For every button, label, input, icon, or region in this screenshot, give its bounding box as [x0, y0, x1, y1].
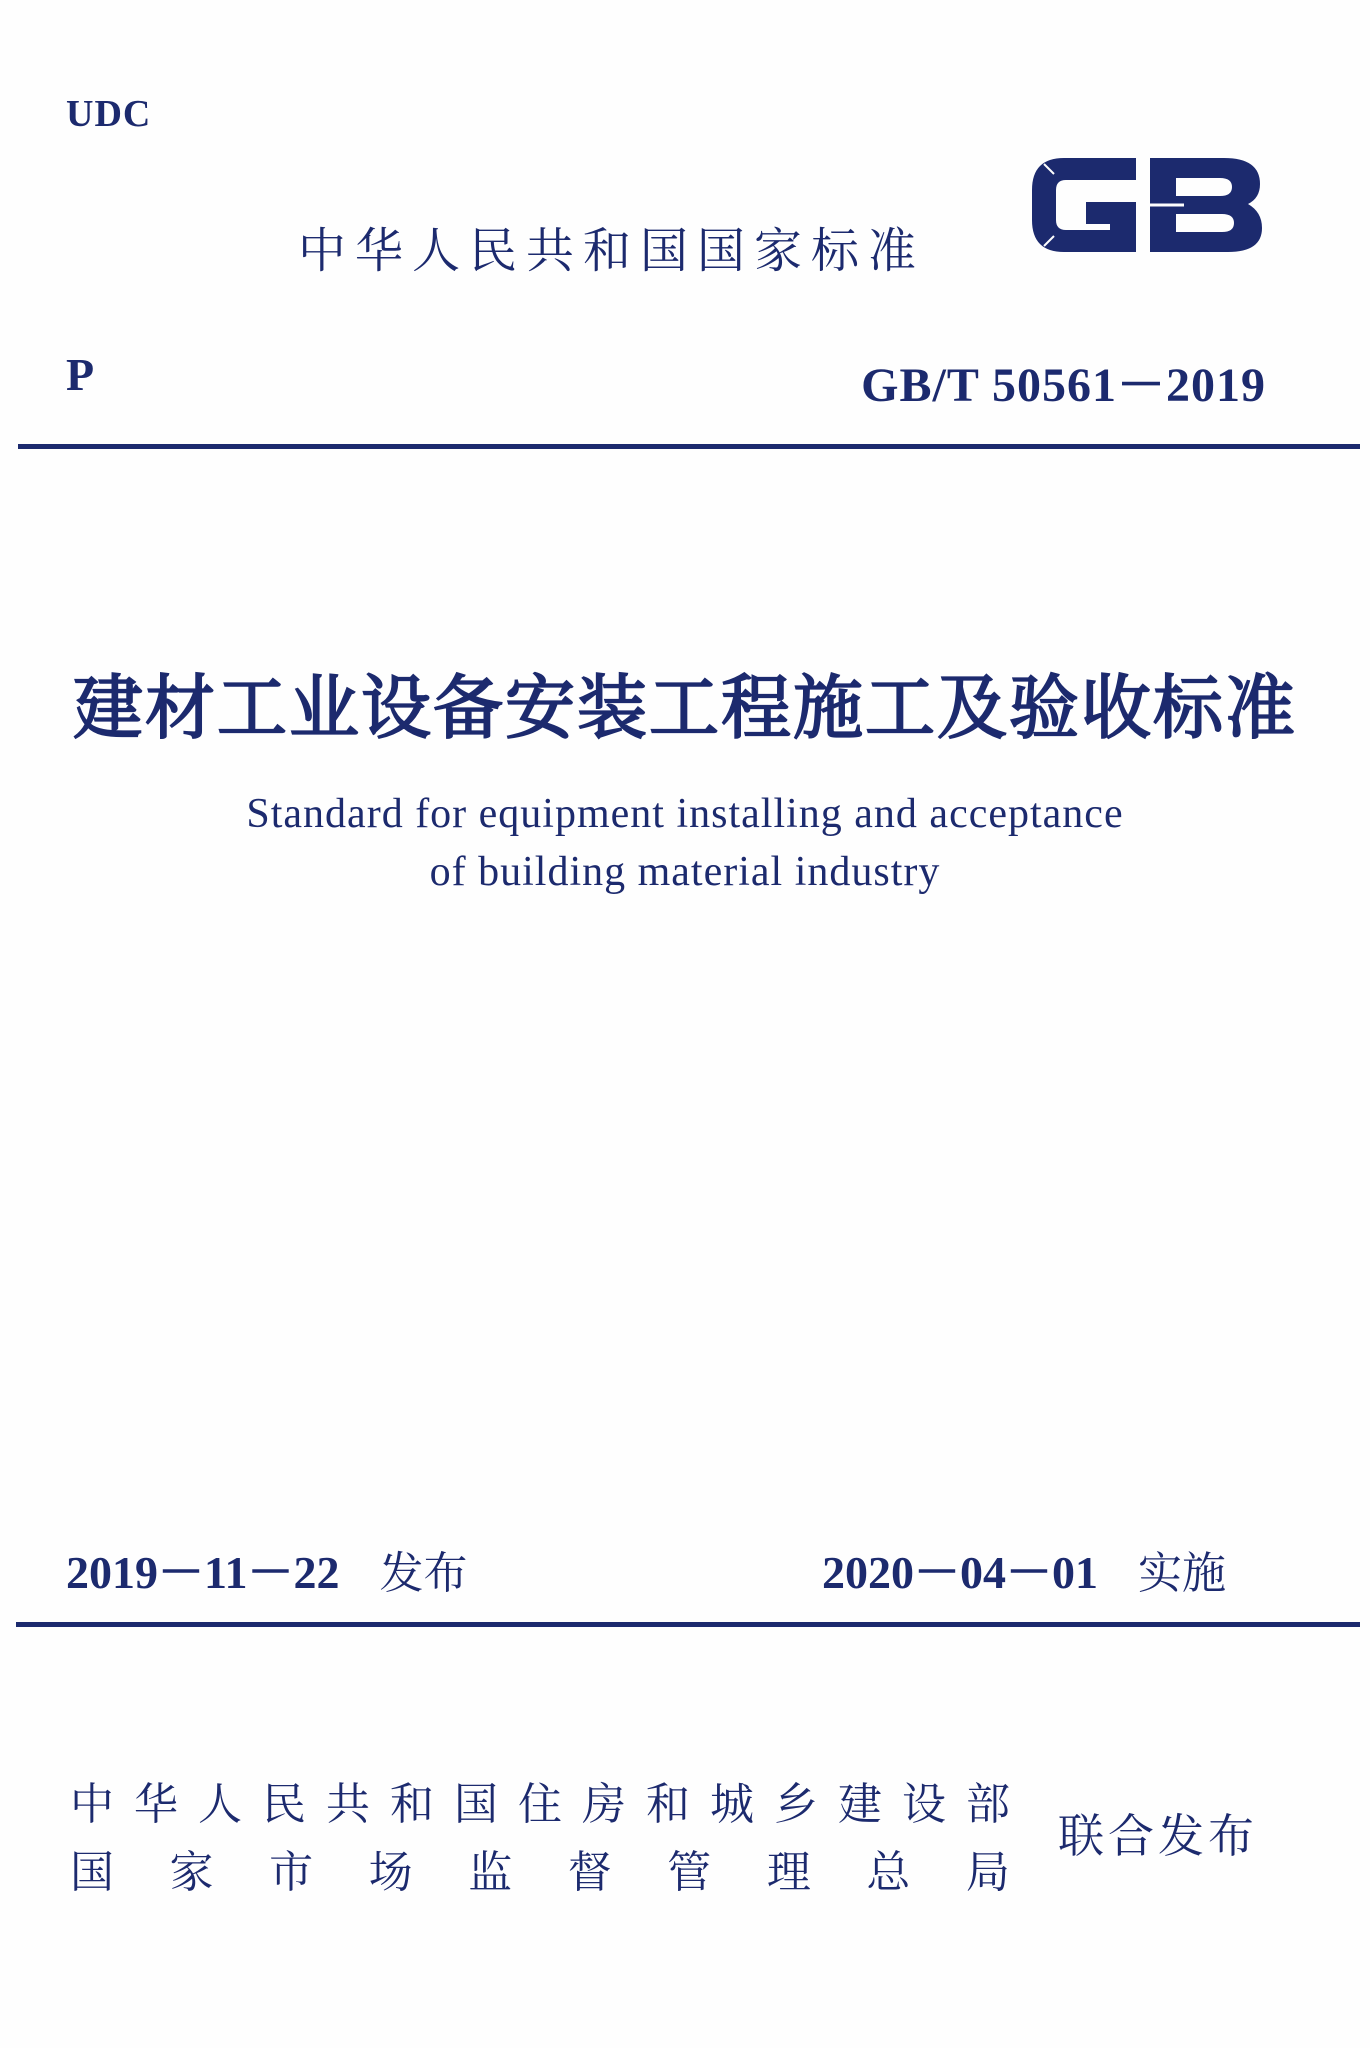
- issuer-char: 建: [838, 1779, 882, 1830]
- issuer-char: 和: [646, 1779, 690, 1830]
- effective-label: 实施: [1138, 1548, 1226, 1599]
- issuer-char: 国: [70, 1847, 114, 1898]
- issuer-char: 管: [667, 1847, 712, 1898]
- issuer-char: 华: [134, 1779, 178, 1830]
- issuer-char: 督: [567, 1847, 612, 1898]
- publish-label: 发布: [379, 1548, 468, 1599]
- bottom-divider: [16, 1622, 1360, 1627]
- publish-date-block: [66, 1536, 467, 1602]
- issuer-line-2: [70, 1836, 1010, 1904]
- issuer-char: 总: [866, 1847, 911, 1898]
- issuer-char: 局: [965, 1847, 1010, 1898]
- top-divider: [18, 444, 1360, 449]
- issuer-char: 市: [269, 1847, 314, 1898]
- joint-issue-label: 联合发布: [1058, 1809, 1258, 1863]
- issuer-char: 共: [326, 1779, 370, 1830]
- issuer-char: 住: [518, 1779, 562, 1830]
- classification-code: P: [66, 349, 95, 400]
- issuer-char: 场: [368, 1847, 413, 1898]
- effective-date-block: [822, 1536, 1226, 1602]
- issuer-char: 设: [902, 1779, 946, 1830]
- title-english-line1: Standard for equipment installing and acceptance: [246, 791, 1124, 837]
- issuer-char: 城: [710, 1779, 754, 1830]
- issuer-char: 理: [766, 1847, 811, 1898]
- issuer-char: 民: [262, 1779, 306, 1830]
- publish-date: 2019－11－22: [66, 1547, 340, 1598]
- issuer-char: 监: [468, 1847, 513, 1898]
- effective-date: 2020－04－01: [822, 1547, 1098, 1598]
- issuer-char: 人: [198, 1779, 242, 1830]
- issuer-char: 房: [582, 1779, 626, 1830]
- standard-number: GB/T 50561－2019: [861, 359, 1266, 412]
- title-chinese: 建材工业设备安装工程施工及验收标准: [73, 666, 1297, 749]
- udc-label: UDC: [66, 93, 152, 135]
- issuer-char: 国: [454, 1779, 498, 1830]
- issuer-char: 部: [966, 1779, 1010, 1830]
- gb-logo-icon: [1024, 142, 1268, 268]
- issuer-char: 乡: [774, 1779, 818, 1830]
- issuing-authorities: [70, 1768, 1010, 1904]
- issuer-char: 和: [390, 1779, 434, 1830]
- issuer-char: 家: [169, 1847, 214, 1898]
- issuer-title: 中华人民共和国国家标准: [298, 223, 926, 279]
- title-english-line2: of building material industry: [429, 849, 941, 895]
- issuer-char: 中: [70, 1779, 114, 1830]
- issuer-line-1: [70, 1768, 1010, 1836]
